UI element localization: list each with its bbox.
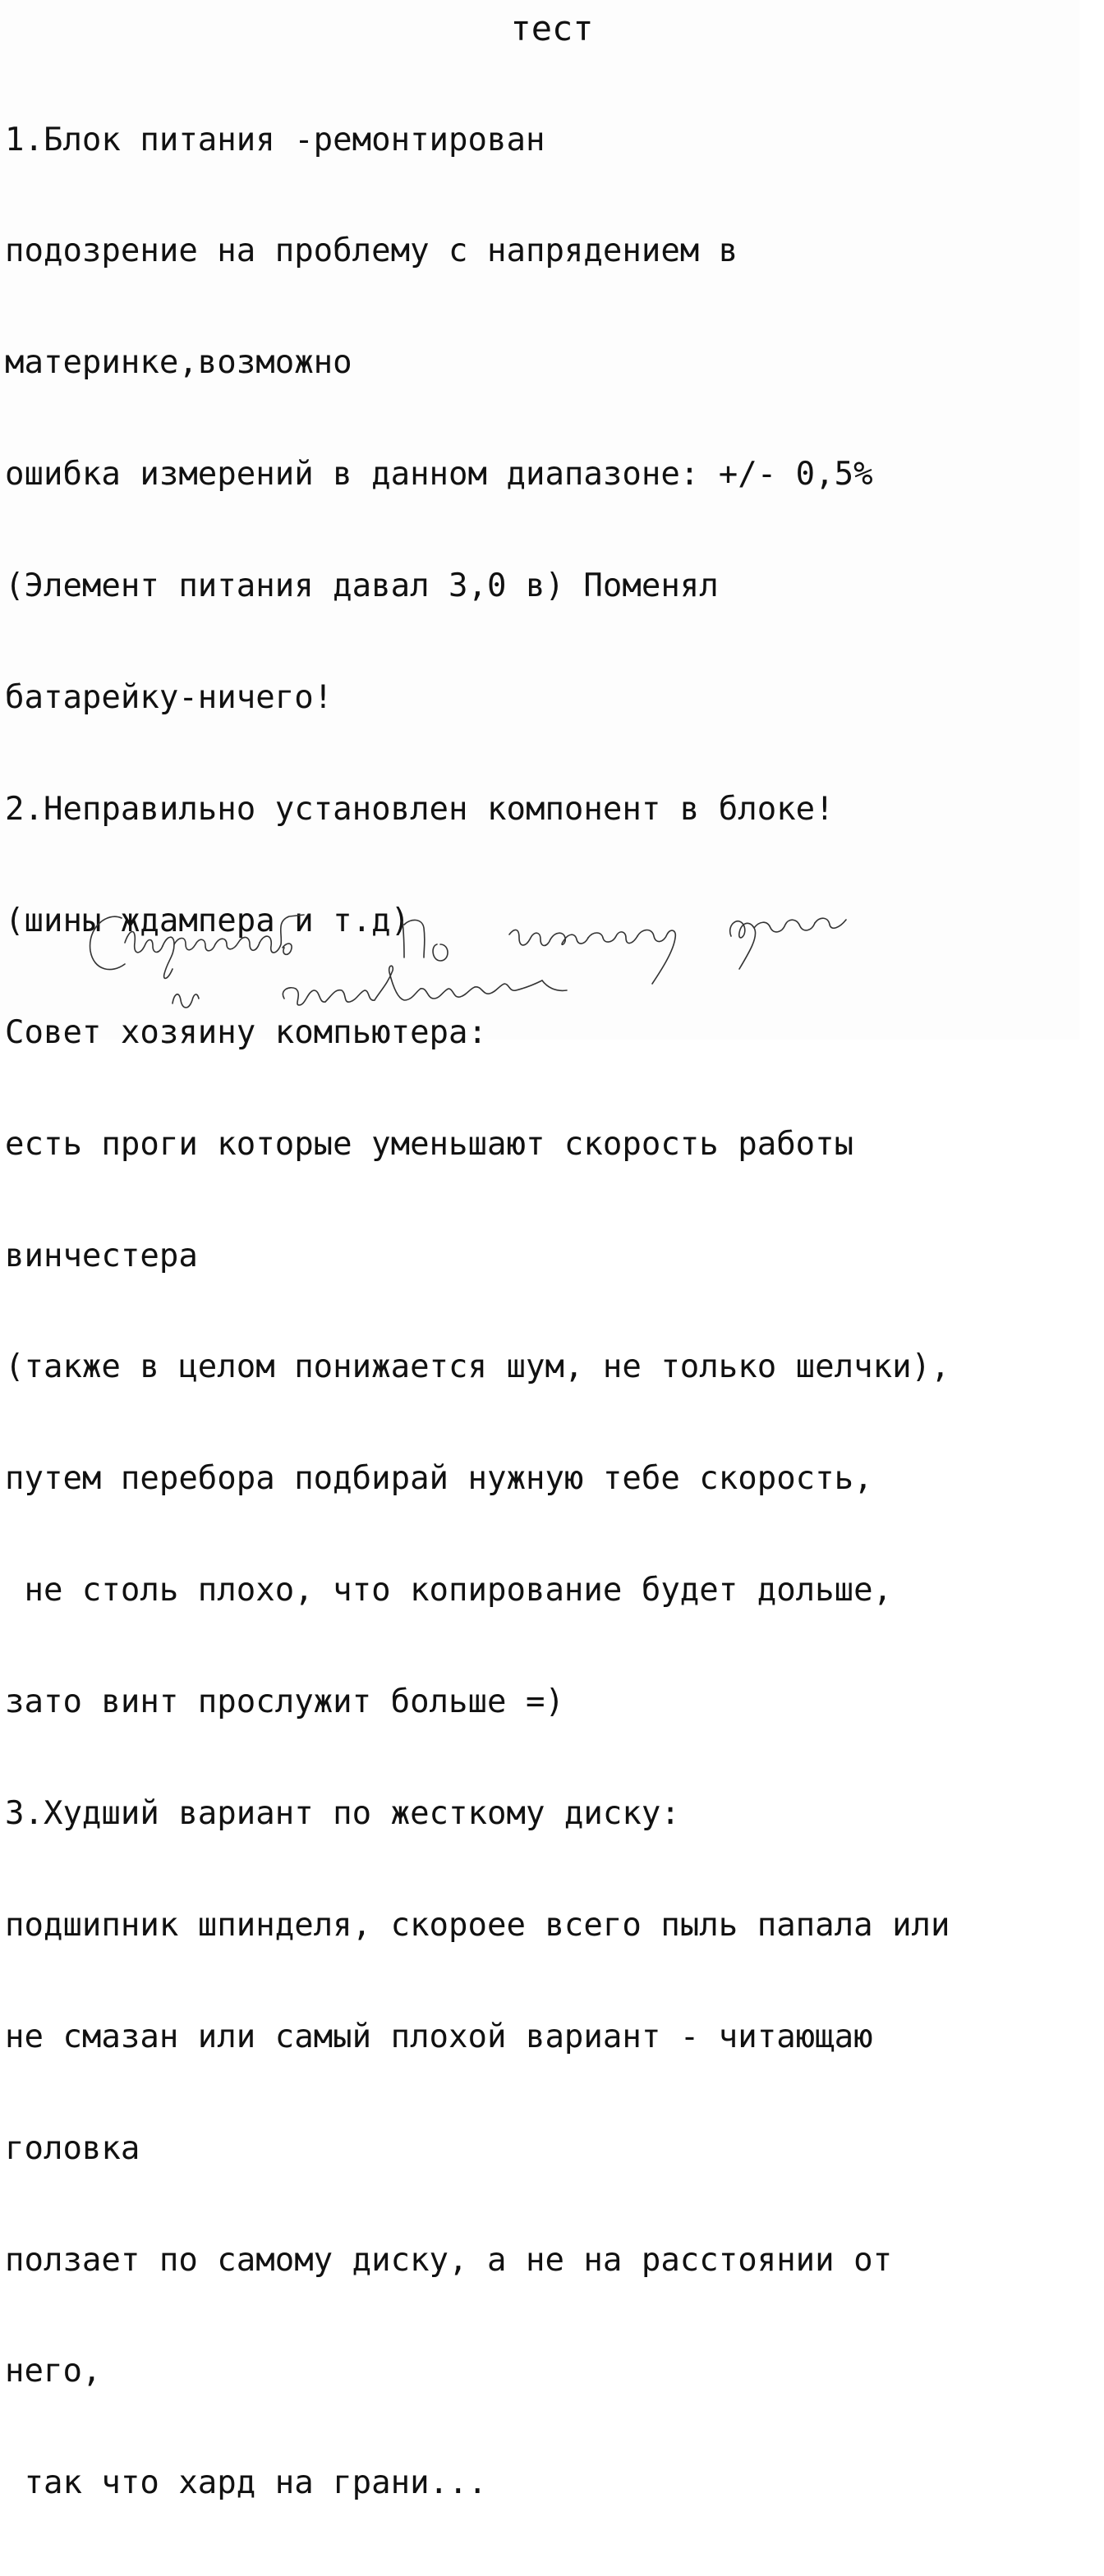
text-line: 3.Худший вариант по жесткому диску: [5,1794,680,1832]
text-line: ползает по самому диску, а не на расстоянии от [5,2241,893,2279]
text-line: Совет хозяину компьютера: [5,1013,487,1051]
text-line: так что хард на грани... [5,2464,487,2502]
text-line: винчестера [5,1237,198,1274]
text-line: есть проги которые уменьшают скорость работы [5,1125,854,1163]
handwritten-note [82,895,904,1026]
text-line: подшипник шпинделя, скороее всего пыль папала или [5,1906,950,1944]
text-line: головка [5,2129,140,2167]
document-body [5,47,1078,2576]
text-line: подозрение на проблему с напрядением в [5,232,738,270]
document-title: тест [510,8,594,48]
text-line: 1.Блок питания -ремонтирован [5,121,545,158]
text-line: не смазан или самый плохой вариант - читающаю [5,2018,873,2055]
text-line: путем перебора подбирай нужную тебе скорость, [5,1460,873,1498]
text-line: батарейку-ничего! [5,679,334,717]
text-line: (Элемент питания давал 3,0 в) Поменял [5,567,719,605]
text-line: не столь плохо, что копирование будет дольше, [5,1572,893,1609]
text-line: 2.Неправильно установлен компонент в блоке! [5,790,835,828]
text-line: ошибка измерений в данном диапазоне: +/- 0,5% [5,456,873,494]
text-line: зато винт прослужит больше =) [5,1683,564,1721]
text-line: материнке,возможно [5,344,352,382]
text-line: него, [5,2353,102,2390]
text-line: (также в целом понижается шум, не только шелчки), [5,1348,950,1386]
text-line: (шины ждампера и т.д) [5,902,411,939]
